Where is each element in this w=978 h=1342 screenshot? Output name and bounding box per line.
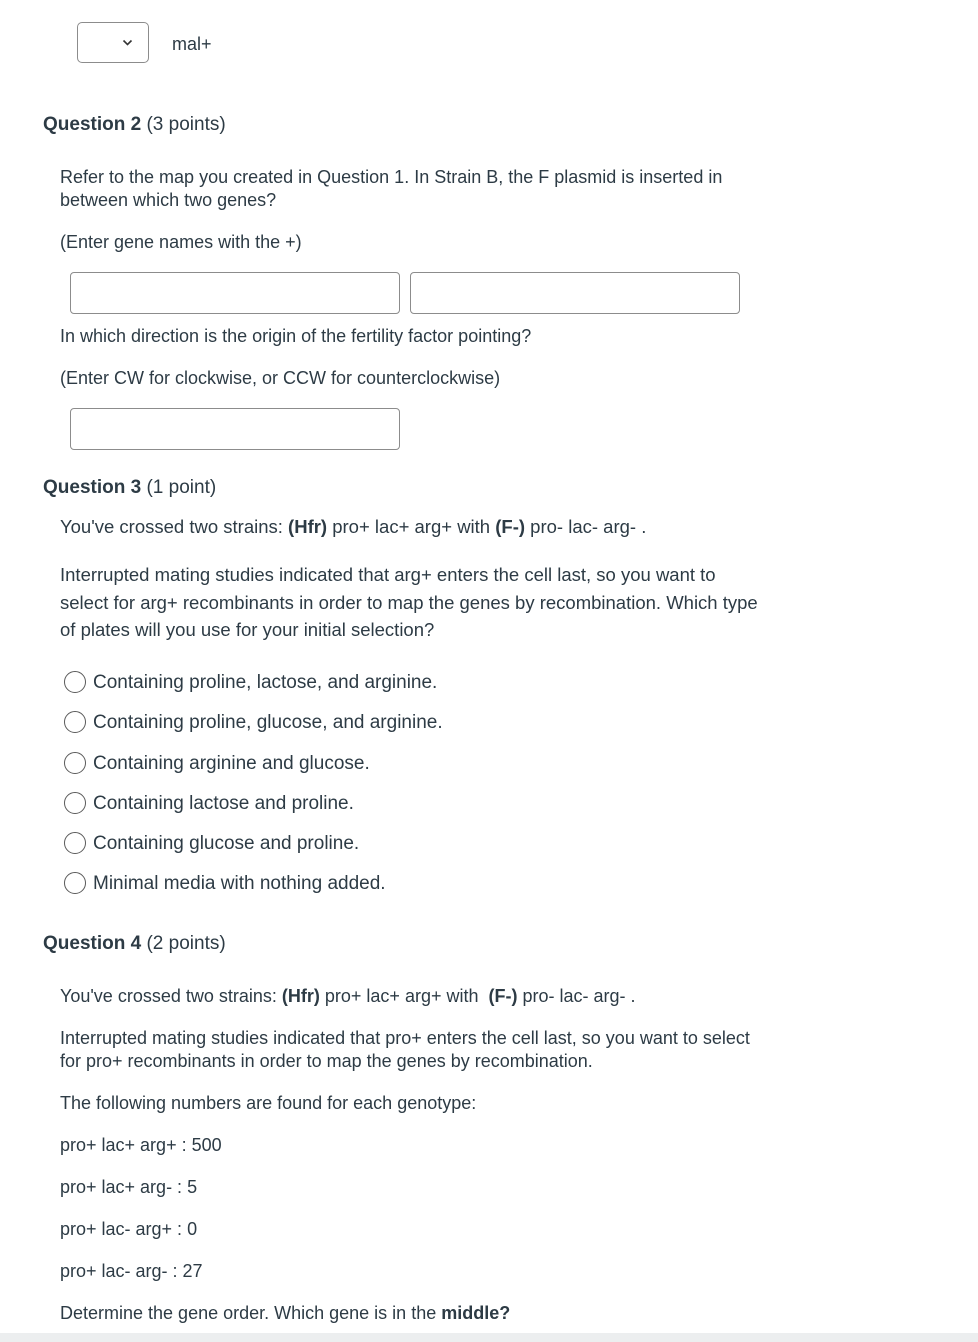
gene-order-question-text: Determine the gene order. Which gene is in the — [60, 1303, 442, 1323]
radio-button[interactable] — [64, 872, 86, 894]
option-label: Containing glucose and proline. — [93, 832, 360, 854]
direction-prompt: In which direction is the origin of the fertility factor pointing? — [60, 326, 532, 346]
gene-order-question-emphasis: middle? — [441, 1303, 511, 1323]
genotype-count: pro+ lac- arg- : 27 — [60, 1261, 203, 1281]
option-label: Containing arginine and glucose. — [93, 752, 370, 774]
question-3-title: Question 3 — [43, 477, 142, 498]
fminus-genotype: pro- lac- arg- . — [517, 986, 636, 1006]
hfr-genotype: pro+ lac+ arg+ with — [319, 986, 489, 1006]
radio-button[interactable] — [64, 671, 86, 693]
question-4-heading — [43, 933, 226, 955]
option-row[interactable] — [64, 751, 370, 775]
question-3-points: (1 point) — [146, 477, 217, 498]
option-row[interactable] — [64, 871, 386, 895]
option-label: Containing proline, lactose, and arginine. — [93, 671, 438, 693]
option-row[interactable] — [64, 831, 359, 855]
hfr-label: (Hfr) — [281, 986, 320, 1006]
question-3-paragraph: Interrupted mating studies indicated that arg+ enters the cell last, so you want to select for arg+ recombinants in order to map the genes by recombination. Which type of plates will you use for your initial selection? — [60, 564, 758, 640]
cross-prefix: You've crossed two strains: — [60, 986, 282, 1006]
question-3-heading — [43, 477, 216, 499]
radio-button[interactable] — [64, 711, 86, 733]
gene-order-question — [60, 1302, 510, 1325]
radio-button[interactable] — [64, 792, 86, 814]
cross-prefix: You've crossed two strains: — [60, 516, 289, 537]
genotype-count: pro+ lac- arg+ : 0 — [60, 1219, 198, 1239]
fminus-label: (F-) — [488, 986, 518, 1006]
radio-button[interactable] — [64, 832, 86, 854]
question-4-points: (2 points) — [146, 933, 226, 954]
gene-input-1[interactable] — [70, 272, 400, 314]
option-row[interactable] — [64, 670, 437, 694]
question-4-cross — [60, 985, 636, 1008]
question-3-cross — [60, 515, 646, 538]
hfr-genotype: pro+ lac+ arg+ with — [327, 516, 496, 537]
question-2-heading — [43, 114, 226, 136]
fminus-genotype: pro- lac- arg- . — [525, 516, 647, 537]
direction-input[interactable] — [70, 408, 400, 450]
genotype-count: pro+ lac+ arg+ : 500 — [60, 1135, 222, 1155]
chevron-down-icon — [122, 39, 133, 47]
genotype-count: pro+ lac+ arg- : 5 — [60, 1177, 198, 1197]
question-2-prompt: Refer to the map you created in Question 1. In Strain B, the F plasmid is inserted in between which two genes? — [60, 167, 723, 210]
question-4-paragraph: Interrupted mating studies indicated that pro+ enters the cell last, so you want to select for pro+ recombinants in order to map the genes by recombination. — [60, 1028, 750, 1071]
question-2-hint-genes: (Enter gene names with the +) — [60, 232, 302, 252]
numbers-intro: The following numbers are found for each genotype: — [60, 1093, 477, 1113]
direction-hint: (Enter CW for clockwise, or CCW for counterclockwise) — [60, 368, 501, 388]
option-row[interactable] — [64, 791, 354, 815]
option-label: Minimal media with nothing added. — [93, 872, 386, 894]
question-2-title: Question 2 — [43, 114, 142, 135]
gene-dropdown[interactable] — [77, 22, 149, 63]
question-2-points: (3 points) — [146, 114, 226, 135]
gene-input-2[interactable] — [410, 272, 740, 314]
scroll-edge-shade — [0, 1333, 978, 1342]
option-label: Containing lactose and proline. — [93, 792, 354, 814]
question-4-title: Question 4 — [43, 933, 142, 954]
option-label: Containing proline, glucose, and arginine. — [93, 711, 443, 733]
radio-button[interactable] — [64, 752, 86, 774]
fminus-label: (F-) — [495, 516, 526, 537]
option-row[interactable] — [64, 710, 443, 734]
dropdown-gene-label: mal+ — [172, 34, 212, 54]
hfr-label: (Hfr) — [288, 516, 328, 537]
